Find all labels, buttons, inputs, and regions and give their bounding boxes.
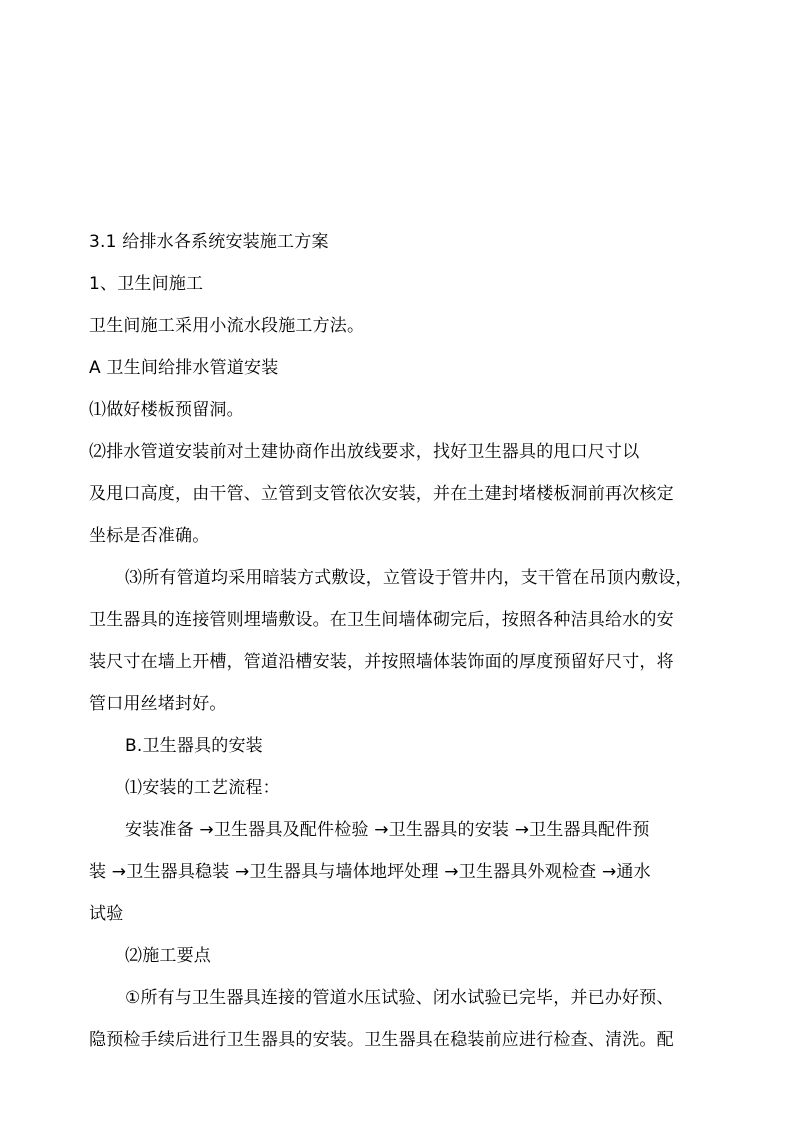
subsection-a-title: A 卫生间给排水管道安装 bbox=[89, 358, 279, 378]
intro-paragraph: 卫生间施工采用小流水段施工方法。 bbox=[89, 316, 365, 336]
subsection-b-title: B.卫生器具的安装 bbox=[125, 736, 263, 756]
item-a1: ⑴做好楼板预留洞。 bbox=[89, 400, 244, 420]
section-heading: 3.1 给排水各系统安装施工方案 bbox=[89, 232, 329, 252]
item-b2-1-line-2: 隐预检手续后进行卫生器具的安装。卫生器具在稳装前应进行检查、清洗。配 bbox=[89, 1030, 674, 1050]
workflow-line-2: 装 →卫生器具稳装 →卫生器具与墙体地坪处理 →卫生器具外观检查 →通水 bbox=[89, 862, 651, 882]
item-a2-line-3: 坐标是否准确。 bbox=[89, 526, 210, 546]
workflow-line-1: 安装准备 →卫生器具及配件检验 →卫生器具的安装 →卫生器具配件预 bbox=[125, 820, 650, 840]
item-a3-line-3: 装尺寸在墙上开槽，管道沿槽安装，并按照墙体装饰面的厚度预留好尺寸，将 bbox=[89, 652, 674, 672]
item-b1-title: ⑴安装的工艺流程： bbox=[125, 778, 280, 798]
item-a3-line-4: 管口用丝堵封好。 bbox=[89, 694, 227, 714]
item-b2-title: ⑵施工要点 bbox=[125, 946, 211, 966]
section-1-title: 1、卫生间施工 bbox=[89, 274, 204, 294]
item-a3-line-1: ⑶所有管道均采用暗装方式敷设，立管设于管井内，支干管在吊顶内敷设， bbox=[125, 568, 693, 588]
item-a2-line-1: ⑵排水管道安装前对土建协商作出放线要求，找好卫生器具的甩口尺寸以 bbox=[89, 442, 640, 462]
item-a3-line-2: 卫生器具的连接管则埋墙敷设。在卫生间墙体砌完后，按照各种洁具给水的安 bbox=[89, 610, 674, 630]
item-b2-1-line-1: ①所有与卫生器具连接的管道水压试验、闭水试验已完毕，并已办好预、 bbox=[125, 988, 674, 1008]
workflow-line-3: 试验 bbox=[89, 904, 124, 924]
item-a2-line-2: 及甩口高度，由干管、立管到支管依次安装，并在土建封堵楼板洞前再次核定 bbox=[89, 484, 674, 504]
